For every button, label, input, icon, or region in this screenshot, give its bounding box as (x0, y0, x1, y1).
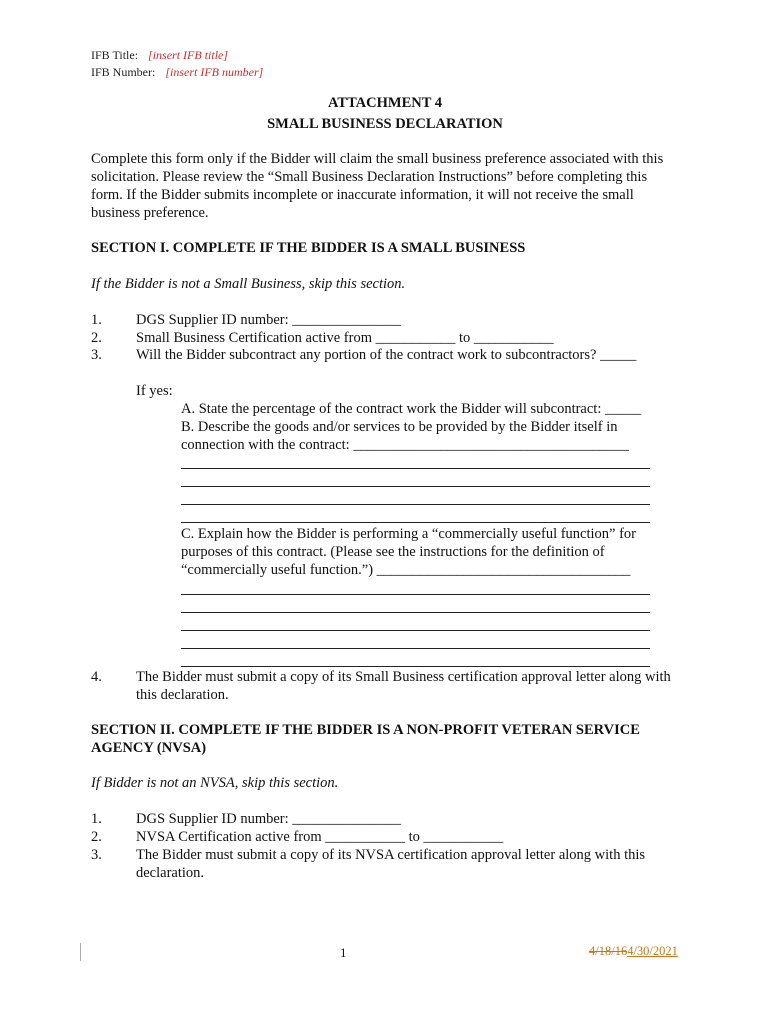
section-2-heading: SECTION II. COMPLETE IF THE BIDDER IS A NON-PROFIT VETERAN SERVICE AGENCY (NVSA) (91, 722, 640, 756)
ifb-title-line (91, 47, 228, 63)
item-text: Small Business Certification active from ___________ to ___________ (136, 330, 554, 346)
revision-date (589, 944, 678, 959)
answer-line (181, 468, 650, 469)
sub-item-b: B. Describe the goods and/or services to be provided by the Bidder itself in connection with the contract: ______________________________________ (181, 419, 629, 453)
intro-paragraph: Complete this form only if the Bidder will claim the small business preference associated with this solicitation. Please review the “Small Business Declaration Instructions” before completing this form. If the Bidder submits incomplete or inaccurate information, it will not receive the small business preference. (91, 151, 664, 221)
ifb-number-placeholder: [insert IFB number] (165, 65, 264, 79)
ifb-title-label: IFB Title: (91, 48, 139, 62)
page-number: 1 (340, 945, 347, 960)
revision-date-inserted: 4/30/2021 (627, 944, 678, 958)
section-2-skip-note: If Bidder is not an NVSA, skip this section. (91, 775, 339, 791)
document-heading: SMALL BUSINESS DECLARATION (267, 116, 503, 132)
revision-margin-bar (80, 943, 81, 961)
answer-line (181, 522, 650, 523)
answer-line (181, 612, 650, 613)
ifb-title-placeholder: [insert IFB title] (148, 48, 229, 62)
ifb-number-line (91, 64, 263, 80)
item-number: 1. (91, 811, 102, 827)
item-number: 2. (91, 829, 102, 845)
sub-item-c: C. Explain how the Bidder is performing a “commercially useful function” for purposes of this contract. (Please see the instructions for the definition of “commercially useful function.”) ___________________________________ (181, 526, 637, 578)
if-yes-label: If yes: (136, 383, 173, 399)
item-text: The Bidder must submit a copy of its Small Business certification approval letter along with this declaration. (136, 669, 671, 703)
answer-line (181, 666, 650, 667)
item-number: 1. (91, 312, 102, 328)
item-text: NVSA Certification active from ___________ to ___________ (136, 829, 504, 845)
item-number: 4. (91, 669, 102, 685)
item-text: DGS Supplier ID number: _______________ (136, 811, 402, 827)
section-1-skip-note: If the Bidder is not a Small Business, skip this section. (91, 276, 406, 292)
item-number: 2. (91, 330, 102, 346)
section-1-heading: SECTION I. COMPLETE IF THE BIDDER IS A SMALL BUSINESS (91, 240, 526, 256)
item-number: 3. (91, 847, 102, 863)
item-text: The Bidder must submit a copy of its NVSA certification approval letter along with this declaration. (136, 847, 646, 881)
answer-line (181, 648, 650, 649)
sub-item-a: A. State the percentage of the contract work the Bidder will subcontract: _____ (181, 401, 642, 417)
revision-date-deleted: 4/18/16 (589, 944, 628, 958)
answer-line (181, 504, 650, 505)
item-number: 3. (91, 347, 102, 363)
answer-line (181, 594, 650, 595)
attachment-title: ATTACHMENT 4 (328, 95, 442, 111)
ifb-number-label: IFB Number: (91, 65, 156, 79)
answer-line (181, 486, 650, 487)
item-text: DGS Supplier ID number: _______________ (136, 312, 402, 328)
item-text: Will the Bidder subcontract any portion of the contract work to subcontractors? _____ (136, 347, 637, 363)
answer-line (181, 630, 650, 631)
